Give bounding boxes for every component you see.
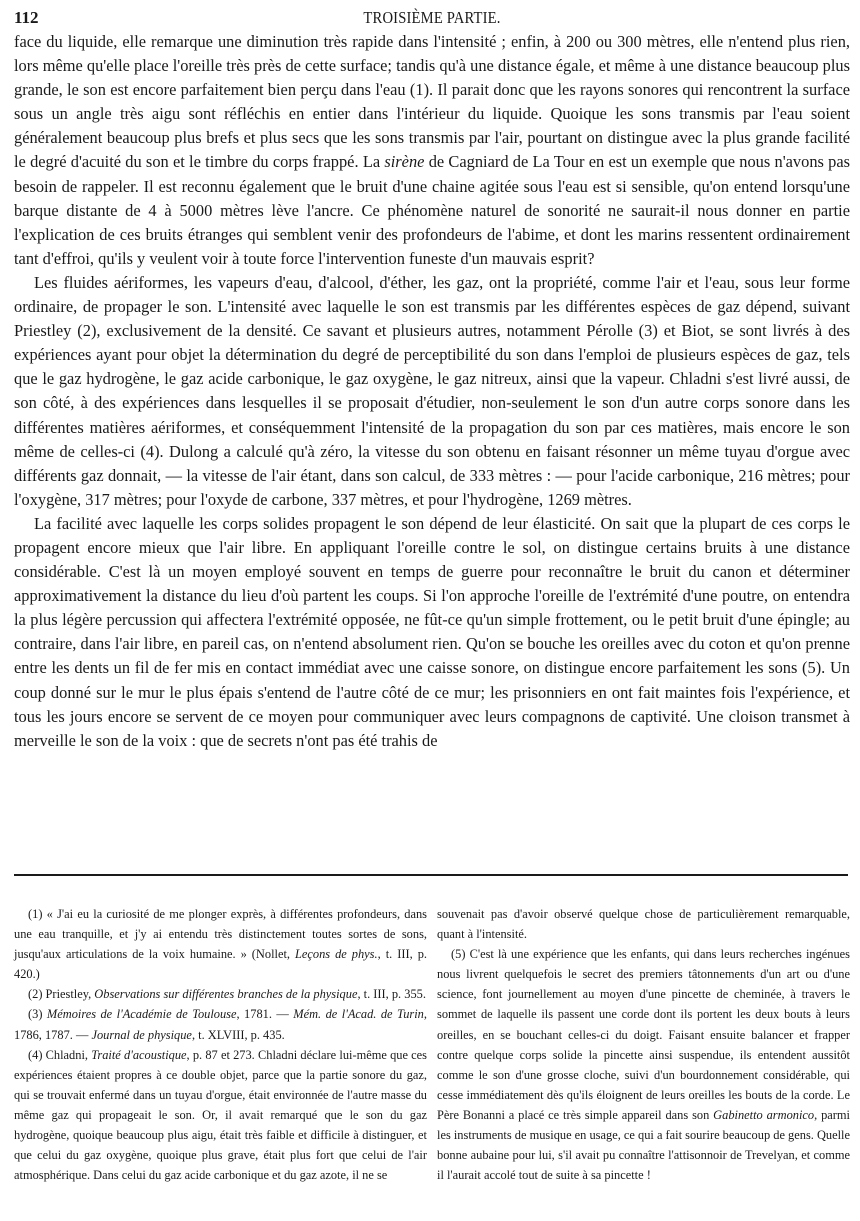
body-paragraph-1 — [14, 30, 850, 271]
page-number: 112 — [14, 8, 39, 27]
italic-text-run: Observations sur différentes branches de la physique — [94, 987, 358, 1002]
text-run: face du liquide, elle remarque une diminution très rapide dans l'intensité ; enfin, à 200 ou 300 mètres, elle n'entend plus rien, lors même qu'elle place l'oreille très près de cette surface; tandis qu'à une distance égale, et même à une distance beaucoup plus grande, le son est encore parfaitement bien perçu dans l'eau (1). Il parait donc que les rayons sonores qui rencontrent la surface sous un angle très aigu sont réfléchis en entier dans l'intérieur du liquide. Quoique les sons transmis par l'eau soient généralement beaucoup plus brefs et plus secs que les sons transmis par l'air, pourtant on distingue avec la plus grande facilité le degré d'acuité du son et le timbre du corps frappé. La — [14, 32, 850, 172]
footnote-3 — [14, 1004, 427, 1044]
text-run: souvenait pas d'avoir observé quelque chose de particulièrement remarquable, quant à l'intensité. — [437, 907, 850, 942]
footnote-1 — [14, 904, 427, 984]
italic-text-run: Traité d'acoustique — [91, 1047, 187, 1062]
text-run: , parmi les instruments de musique en usage, ce qui a fait sourire beaucoup de gens. Quelle bonne aubaine pour lui, s'il avait pu connaître l'attisonnoir de Trevelyan, et comme il l'aurait accolé tout de suite à sa pincette ! — [437, 1107, 850, 1183]
italic-text-run: sirène — [384, 152, 425, 172]
text-run: , p. 87 et 273. Chladni déclare lui-même que ces expériences étaient propres à ce double objet, parce que la partie sonore du gaz, qui se trouvait enfermé dans un tuyau d'orgue, était environnée de l'autre masse du même gaz qui propageait le son. Or, il avait remarqué que le son du gaz hydrogène, quoique beaucoup plus aigu, était très faible et difficile à distinguer, et que celui du gaz oxygène, quoique plus grave, était plus fort que celui de l'air atmosphérique. Dans celui du gaz acide carbonique et du gaz azote, il ne se — [14, 1047, 427, 1183]
text-run: La facilité avec laquelle les corps solides propagent le son dépend de leur élasticité. On sait que la plupart de ces corps le propagent encore mieux que l'air libre. En appliquant l'oreille contre le sol, on distingue certains bruits à une distance considérable. C'est là un moyen employé souvent en temps de guerre pour reconnaître le bruit du canon et déterminer approximativement la distance du lieu d'où partent les coups. Si l'on approche l'oreille de l'extrémité d'une poutre, on entendra la plus légère percussion qui affectera l'extrémité opposée, ne fût-ce qu'un simple frottement, ou le petit bruit d'une épingle; au contraire, dans l'air libre, en pareil cas, on n'entend absolument rien. Qu'on se bouche les oreilles avec du coton et qu'on prenne entre les dents un fil de fer mis en contact immédiat avec une caisse sonore, on distingue encore parfaitement les sons (5). Un coup donné sur le mur le plus épais s'entend de l'autre côté de ce mur; les prisonniers en ont fait maintes fois l'expérience, et tous les jours encore se servent de ce moyen pour communiquer avec leurs compagnons de captivité. Une cloison transmet à merveille le son de la voix : que de secrets n'ont pas été trahis de — [14, 513, 850, 750]
text-run: Les fluides aériformes, les vapeurs d'eau, d'alcool, d'éther, les gaz, ont la propriété, comme l'air et l'eau, sous leur forme ordinaire, de propager le son. L'intensité avec laquelle le son est transmis par les différentes espèces de gaz dépend, suivant Priestley (2), exclusivement de la densité. Ce savant et plusieurs autres, notamment Pérolle (3) et Biot, se sont livrés à des expériences ayant pour objet la détermination du degré de perceptibilité du son dans l'emploi de plusieurs espèces de gaz, tels que le gaz hydrogène, le gaz acide carbonique, le gaz oxygène, le gaz nitreux, ainsi que la vapeur. Chladni s'est livré aussi, de son côté, à des expériences dans lesquelles il se proposait d'étudier, non-seulement le son d'un autre corps sonore dans les différentes matières aériformes, et conséquemment l'intensité de la propagation du son par ces matières, mais encore le son même de celles-ci (4). Dulong a calculé qu'à zéro, la vitesse du son obtenu en faisant résonner un même tuyau d'orgue avec différents gaz donnait, — la vitesse de l'air étant, dans son calcul, de 333 mètres : — pour l'acide carbonique, 216 mètres; pour l'oxygène, 317 mètres; pour l'oxyde de carbone, 337 mètres, et pour l'hydrogène, 1269 mètres. — [14, 272, 850, 509]
italic-text-run: Leçons de phys. — [295, 947, 378, 962]
footnotes-right-column — [437, 904, 850, 1185]
text-run: , t. XLVIII, p. 435. — [191, 1027, 285, 1042]
text-run: , t. III, p. 355. — [357, 987, 426, 1002]
book-page — [14, 0, 850, 753]
footnotes — [14, 904, 850, 1185]
text-run: , t. III, p. 420.) — [14, 947, 427, 982]
italic-text-run: Mém. de l'Acad. de Turin — [293, 1007, 424, 1022]
italic-text-run: Mémoires de l'Académie de Toulouse — [46, 1007, 237, 1022]
page-header — [14, 2, 850, 30]
footnote-2 — [14, 984, 427, 1004]
text-run: , 1781. — — [236, 1007, 294, 1022]
text-run: (1) « J'ai eu la curiosité de me plonger exprès, à différentes profondeurs, dans une eau tranquille, et j'y ai entendu très distinctement toutes sortes de sons, jusqu'aux articulations de la voix humaine. » (Nollet, — [14, 907, 427, 962]
footnote-5 — [437, 944, 850, 1185]
text-run: (5) C'est là une expérience que les enfants, qui dans leurs recherches ingénues nous livrent quelquefois le secret des premiers tâtonnements d'un art ou d'une science, font journellement au moyen d'une pincette de cheminée, à travers le sommet de laquelle ils passent une corde dont ils portent les deux bouts à leurs oreilles, en se bouchant celles-ci du doigt. Faisant ensuite balancer et frapper contre quelque corps solide la pincette ainsi suspendue, ils entendent aussitôt comme le son d'une grosse cloche, suivi d'un bourdonnement considérable, qui cesse immédiatement dès qu'ils éloignent de leurs oreilles les bouts de la corde. Le Père Bonanni a placé ce très simple appareil dans son — [437, 947, 850, 1122]
text-run: , 1786, 1787. — — [14, 1007, 427, 1042]
body-paragraph-3 — [14, 512, 850, 753]
text-run: de Cagniard de La Tour en est un exemple que nous n'avons pas besoin de rappeler. Il est reconnu également que le bruit d'une chaine agitée sous l'eau est si sensible, qu'on entend lorsqu'une barque distante de 4 à 5000 mètres lève l'ancre. Ce phénomène naturel de sonorité ne saurait-il nous donner en partie l'explication de ces bruits étranges qui semblent venir des profondeurs de l'abime, et dont les marins ressentent ordinairement tant d'effroi, qu'ils y veulent voir à toute force l'intervention funeste d'un mauvais esprit? — [14, 152, 851, 268]
footnote-separator-rule — [14, 874, 848, 876]
footnote-4 — [14, 1045, 427, 1186]
italic-text-run: Gabinetto armonico — [713, 1107, 815, 1122]
main-text — [14, 30, 850, 753]
text-run: (2) Priestley, — [28, 987, 95, 1002]
text-run: (4) Chladni, — [28, 1047, 92, 1062]
body-paragraph-2 — [14, 271, 850, 512]
running-title: TROISIÈME PARTIE. — [363, 8, 501, 27]
italic-text-run: Journal de physique — [91, 1027, 192, 1042]
text-run: (3) — [28, 1007, 47, 1022]
footnotes-left-column — [14, 904, 427, 1185]
footnote-4-continued — [437, 904, 850, 944]
